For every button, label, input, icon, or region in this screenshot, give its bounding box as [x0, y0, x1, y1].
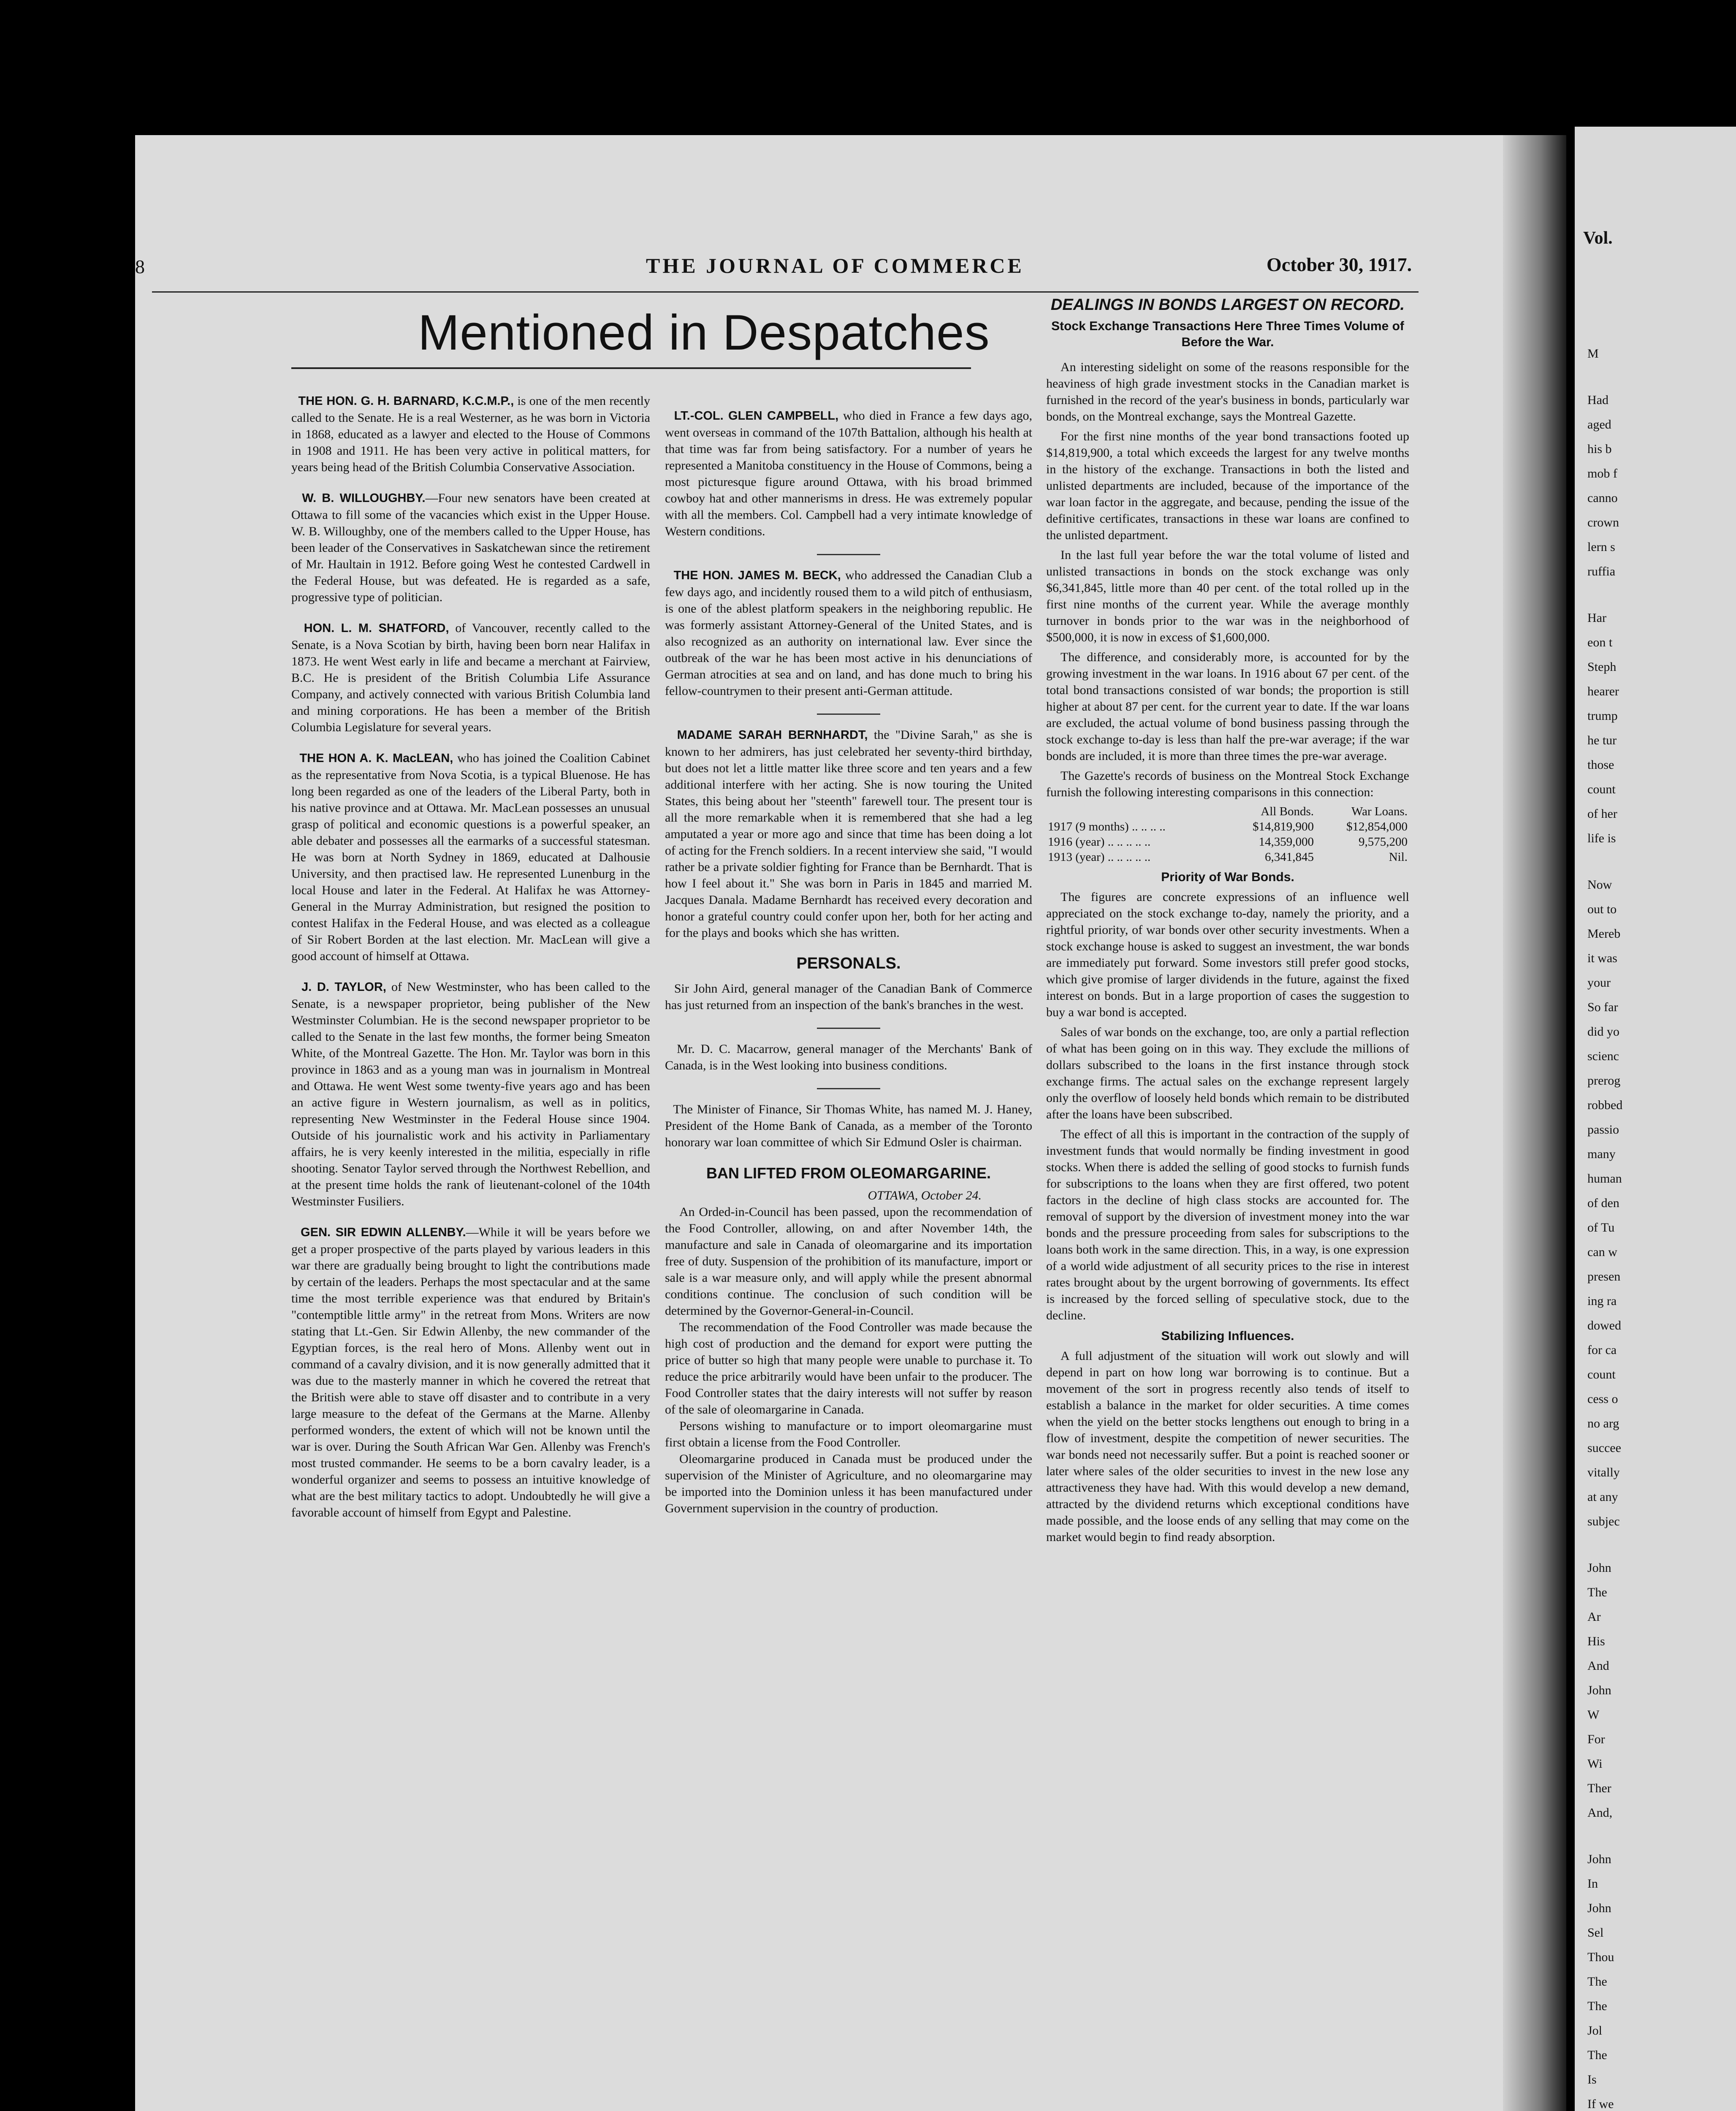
adjacent-page-text-fragment: Sel: [1587, 1926, 1604, 1940]
divider: [817, 1028, 880, 1029]
adjacent-page-text-fragment: M: [1587, 347, 1599, 361]
adjacent-page-text-fragment: ruffia: [1587, 564, 1616, 578]
bonds-paragraph: The Gazette's records of business on the Montreal Stock Exchange furnish the following interesting comparisons in this connection:: [1046, 769, 1409, 799]
adjacent-page-text-fragment: Mereb: [1587, 927, 1621, 941]
table-cell: 9,575,200: [1359, 835, 1408, 849]
article-maclean: [291, 750, 650, 964]
table-cell: 1917 (9 months) .. .. .. ..: [1048, 820, 1166, 833]
adjacent-page-text-fragment: of Tu: [1587, 1221, 1615, 1235]
adjacent-page-text-fragment: ing ra: [1587, 1294, 1617, 1308]
table-header: All Bonds.: [1261, 805, 1314, 818]
adjacent-page-text-fragment: If we: [1587, 2097, 1614, 2111]
article-shatford: [291, 620, 650, 735]
adjacent-page-text-fragment: lern s: [1587, 540, 1615, 554]
divider: [817, 1088, 880, 1089]
table-cell: 6,341,845: [1264, 850, 1314, 864]
adjacent-page-text-fragment: it was: [1587, 951, 1617, 965]
bonds-paragraph: The difference, and considerably more, is accounted for by the growing investment in the war loans. In 1916 about 67 per cent. of the total bond transactions consisted of war bonds; the proportion is still higher at about 87 per cent. for the current year to date. If the war loans are excluded, the actual volume of bond business passing through the stock exchange to-day is less than half the pre-war average; if the war bonds are included, it is more than three times the pre-war average.: [1046, 650, 1409, 763]
adjacent-page-text-fragment: subjec: [1587, 1514, 1620, 1528]
article-body: who died in France a few days ago, went overseas in command of the 107th Battalion, although his health at that time was far from being satisfactory. For a number of years he represented a Manitoba constituency in the House of Commons, being a most picturesque figure around Ottawa, with his broad brimmed cowboy hat and other mannerisms in dress. He was extremely popular with all the members. Col. Campbell had a very intimate knowledge of Western conditions.: [665, 409, 1032, 538]
oleomargarine-heading: BAN LIFTED FROM OLEOMARGARINE.: [706, 1164, 991, 1182]
article-campbell: [665, 407, 1032, 540]
personal-text: Mr. D. C. Macarrow, general manager of the Merchants' Bank of Canada, is in the West looking into business conditions.: [665, 1042, 1032, 1072]
adjacent-page-text-fragment: scienc: [1587, 1049, 1619, 1063]
section-masthead: Mentioned in Despatches: [418, 305, 990, 361]
table-cell: $14,819,900: [1252, 820, 1314, 833]
article-willoughby: [291, 490, 650, 605]
column-mentioned-in-despatches-1: [291, 393, 650, 1535]
bonds-paragraph: The effect of all this is important in the contraction of the supply of investment funds that would normally be finding investment in good stocks. When there is added the selling of good stocks to furnish funds for subscriptions to the loans when they are first offered, two potent factors in the decline of high class stocks are accounted for. The removal of support by the diversion of investment money into the war bonds and the pressure proceeding from sales for subscriptions to the loans both work in the same direction. This, in a way, is one expression of a world wide adjustment of all security prices to the rise in interest rates brought about by the urgent borrowing of governments. Its effect is increased by the forced selling of speculative stock, due to the decline.: [1046, 1127, 1409, 1322]
article-lead: LT.-COL. GLEN CAMPBELL,: [674, 409, 839, 423]
bonds-paragraph: In the last full year before the war the total volume of listed and unlisted transactions in bonds on the stock exchange was only $6,341,845, little more than 40 per cent. of the total rolled up in the first nine months of the current year. While the average monthly turnover in bonds prior to the war was in the neighborhood of $500,000, it is now in excess of $1,600,000.: [1046, 548, 1409, 644]
adjacent-page-text-fragment: prerog: [1587, 1074, 1621, 1088]
personal-item: [665, 1041, 1032, 1074]
bonds-paragraph: The figures are concrete expressions of an influence well appreciated on the stock exchange to-day, namely the priority, and a rightful priority, of war bonds over other security investments. When a stock exchange house is asked to suggest an investment, the war bonds are immediately put forward. Some investors still prefer good stocks, which give promise of larger dividends in the future, against the fixed interest on bonds. But in a large proportion of cases the suggestion to buy a war bond is accepted.: [1046, 890, 1409, 1019]
article-lead: THE HON. JAMES M. BECK,: [673, 569, 841, 582]
bonds-headline: DEALINGS IN BONDS LARGEST ON RECORD.: [1050, 296, 1405, 314]
adjacent-page-text-fragment: hearer: [1587, 684, 1619, 698]
adjacent-page-text-fragment: vitally: [1587, 1465, 1620, 1479]
table-cell: 1916 (year) .. .. .. .. ..: [1048, 835, 1151, 849]
article-body: the "Divine Sarah," as she is known to her admirers, has just celebrated her seventy-third birthday, but does not let a little matter like three score and ten years and a few additional interfere with her acting. She is now touring the United States, this being about her "steenth" farewell tour. The present tour is all the more remarkable when it is remembered that she had a leg amputated a year or more ago and since that time has been doing a lot of acting for the French soldiers. In a recent interview she said, "I would rather be a private soldier fighting for France than be Bernhardt. That is how I feel about it." She was born in Paris in 1845 and married M. Jacques Danala. Madame Bernhardt has received every decoration and honor a grateful country could confer upon her, both for her acting and for the plays and books which she has written.: [665, 728, 1033, 940]
adjacent-page-text-fragment: John: [1587, 1683, 1611, 1697]
adjacent-page-text-fragment: presen: [1587, 1270, 1621, 1283]
article-body: of New Westminster, who has been called to the Senate, is a newspaper proprietor, being publisher of the New Westminster Columbian. He is the second newspaper proprietor to be called to the Senate in the last few months, the former being Smeaton White, of the Montreal Gazette. The Hon. Mr. Taylor was born in this province in 1863 and as a young man was in journalism in Montreal and Ottawa. He went West some twenty-five years ago and has been an active figure in Western journalism, as well as in politics, representing New Westminster in the Federal House since 1904. Outside of his journalistic work and his activity in Parliamentary affairs, he is very keenly interested in the militia, especially in rifle shooting. Senator Taylor served through the Northwest Rebellion, and at the present time holds the rank of lieutenant-colonel of the 104th Westminster Fusiliers.: [291, 980, 651, 1208]
page-number: 8: [135, 256, 145, 277]
adjacent-page-text-fragment: dowed: [1587, 1319, 1621, 1332]
adjacent-page-text-fragment: many: [1587, 1147, 1616, 1161]
article-body: is one of the men recently called to the Senate. He is a real Westerner, as he was born in Victoria in 1868, educated as a lawyer and elected to the House of Commons in 1908 and 1911. He has been very active in political matters, for years being head of the British Columbia Conservative Association.: [291, 394, 650, 474]
article-body: who has joined the Coalition Cabinet as the representative from Nova Scotia, is a typical Bluenose. He has long been regarded as one of the leaders of the Liberal Party, both in his native province and at Ottawa. Mr. MacLean possesses an unusual grasp of political and economic questions is a powerful speaker, an able debater and possesses all the earmarks of a successful statesman. He was born at North Sydney in 1869, educated at Dalhousie University, and then practised law. He represented Lunenburg in the local House and later in the Federal. At Halifax he was Attorney-General in the Murray Administration, but resigned the position to contest Halifax in the Federal House, and was elected as a colleague of Sir Robert Borden at the last election. Mr. MacLean will give a good account of himself at Ottawa.: [291, 751, 650, 963]
adjacent-page-text-fragment: Jol: [1587, 2024, 1603, 2038]
adjacent-page-text-fragment: John: [1587, 1901, 1611, 1915]
subsection-heading-stabilizing: Stabilizing Influences.: [1161, 1329, 1294, 1343]
adjacent-page-text-fragment: out to: [1587, 902, 1617, 916]
adjacent-page-text-fragment: of den: [1587, 1196, 1619, 1210]
table-row: [1046, 834, 1409, 849]
column-mentioned-in-despatches-2: [665, 407, 1032, 1517]
masthead-rule: [291, 367, 971, 369]
column-bond-dealings: [1046, 296, 1409, 1549]
adjacent-page-text-fragment: The: [1587, 1585, 1607, 1599]
journal-title: THE JOURNAL OF COMMERCE: [646, 254, 1024, 277]
adjacent-page-text-fragment: canno: [1587, 491, 1618, 505]
article-lead: THE HON. G. H. BARNARD, K.C.M.P.,: [298, 394, 514, 408]
article-lead: J. D. TAYLOR,: [301, 980, 386, 994]
adjacent-page-text-fragment: mob f: [1587, 467, 1617, 480]
adjacent-page-text-fragment: robbed: [1587, 1098, 1623, 1112]
adjacent-page-text-fragment: Now: [1587, 878, 1612, 892]
adjacent-page-text-fragment: aged: [1587, 418, 1611, 431]
adjacent-page-text-fragment: life is: [1587, 831, 1616, 845]
adjacent-page-text-fragment: cess o: [1587, 1392, 1618, 1406]
page-gutter-shadow: [1503, 135, 1566, 2111]
adjacent-page-text-fragment: Steph: [1587, 660, 1617, 674]
adjacent-page-text-fragment: W: [1587, 1708, 1600, 1722]
adjacent-page-text-fragment: those: [1587, 758, 1614, 772]
adjacent-page-text-fragment: John: [1587, 1561, 1611, 1575]
adjacent-page-text-fragment: passio: [1587, 1123, 1619, 1137]
issue-date: October 30, 1917.: [1267, 254, 1412, 275]
article-body: —Four new senators have been created at Ottawa to fill some of the vacancies which exist in the Upper House. W. B. Willoughby, one of the members called to the Upper House, has been leader of the Conservatives in Saskatchewan since the retirement of Mr. Haultain in 1912. Before going West he contested Cardwell in the Federal House, but was defeated. He is regarded as a safe, progressive type of politician.: [291, 491, 650, 604]
adjacent-page-text-fragment: For: [1587, 1732, 1605, 1746]
personal-item: [665, 980, 1032, 1013]
adjacent-page-text-fragment: In: [1587, 1877, 1598, 1891]
oleomargarine-paragraph: Oleomargarine produced in Canada must be produced under the supervision of the Minister of Agriculture, and no oleomargarine may be imported into the Dominion unless it has been manufactured under Government supervision in the country of production.: [665, 1452, 1032, 1515]
adjacent-page-text-fragment: human: [1587, 1172, 1622, 1186]
article-body: who addressed the Canadian Club a few days ago, and incidently roused them to a wild pitch of enthusiasm, is one of the ablest platform speakers in the neighboring republic. He was formerly assistant Attorney-General of the United States, and is also recognized as an authority on international law. Ever since the outbreak of the war he has been most active in his denunciations of German atrocities at sea and on land, and has done much to bring his fellow-countrymen to their present anti-German attitude.: [665, 568, 1032, 698]
adjacent-page-vol-label: Vol.: [1583, 228, 1613, 248]
divider: [817, 714, 880, 715]
bonds-paragraph: Sales of war bonds on the exchange, too, are only a partial reflection of what has been going on in this way. They exclude the millions of dollars subscribed to the loans in the first instance through stock exchange firms. The actual sales on the exchange represent largely only the overflow of loosely held bonds which remain to be distributed after the loans have been subscribed.: [1046, 1025, 1409, 1121]
adjacent-page-text-fragment: And: [1587, 1659, 1609, 1673]
personal-item: [665, 1101, 1032, 1150]
article-allenby: [291, 1224, 650, 1521]
oleomargarine-dateline: OTTAWA, October 24.: [868, 1188, 982, 1202]
oleomargarine-paragraph: An Orded-in-Council has been passed, upon the recommendation of the Food Controller, allowing, on and after November 14th, the manufacture and sale in Canada of oleomargarine and its importation free of duty. Suspension of the prohibition of its manufacture, import or sale is a war measure only, and will apply while the present abnormal conditions continue. The conclusion of such condition will be determined by the Governor-General-in-Council.: [665, 1205, 1032, 1318]
adjacent-page-text-fragment: did yo: [1587, 1025, 1619, 1039]
adjacent-page-text-fragment: he tur: [1587, 733, 1617, 747]
adjacent-page-text-fragment: eon t: [1587, 635, 1613, 649]
adjacent-page-text-fragment: The: [1587, 1975, 1607, 1989]
adjacent-page-text-fragment: So far: [1587, 1000, 1618, 1014]
adjacent-page-text-fragment: His: [1587, 1634, 1605, 1648]
table-cell: 14,359,000: [1259, 835, 1314, 849]
bond-comparison-table: [1046, 804, 1409, 865]
adjacent-page-text-fragment: your: [1587, 976, 1611, 990]
table-cell: Nil.: [1389, 850, 1408, 864]
oleomargarine-paragraph: The recommendation of the Food Controller was made because the high cost of production and the demand for export were putting the price of butter so high that many people were unable to purchase it. To reduce the price arbitrarily would have been unfair to the producer. The Food Controller states that the dairy interests will not suffer by reason of the sale of oleomargarine in Canada.: [665, 1320, 1032, 1416]
article-barnard: [291, 393, 650, 475]
article-beck: [665, 567, 1032, 699]
divider: [817, 554, 880, 555]
adjacent-page-text-fragment: count: [1587, 782, 1616, 796]
adjacent-page-text-fragment: of her: [1587, 807, 1617, 821]
adjacent-page-text-fragment: can w: [1587, 1245, 1617, 1259]
article-lead: W. B. WILLOUGHBY.: [302, 491, 426, 505]
table-cell: $12,854,000: [1346, 820, 1408, 833]
adjacent-page-text-fragment: Ar: [1587, 1610, 1601, 1624]
personal-text: Sir John Aird, general manager of the Canadian Bank of Commerce has just returned from an inspection of the bank's branches in the west.: [665, 982, 1032, 1012]
adjacent-page-text-fragment: Wi: [1587, 1757, 1603, 1771]
oleomargarine-paragraph: Persons wishing to manufacture or to import oleomargarine must first obtain a license from the Food Controller.: [665, 1419, 1032, 1449]
bonds-subheadline: Stock Exchange Transactions Here Three Times Volume of Before the War.: [1051, 319, 1404, 349]
adjacent-page-text-fragment: The: [1587, 2048, 1607, 2062]
article-lead: HON. L. M. SHATFORD,: [304, 621, 449, 635]
article-lead: GEN. SIR EDWIN ALLENBY.: [301, 1226, 466, 1239]
adjacent-page-text-fragment: John: [1587, 1852, 1611, 1866]
adjacent-page-text-fragment: his b: [1587, 442, 1612, 456]
adjacent-page-text-fragment: And,: [1587, 1806, 1613, 1820]
personal-text: The Minister of Finance, Sir Thomas White, has named M. J. Haney, President of the Home Bank of Canada, as a member of the Toronto honorary war loan committee of which Sir Edmund Osler is chairman.: [665, 1102, 1032, 1149]
table-row: [1046, 819, 1409, 834]
article-body: —While it will be years before we get a proper prospective of the parts played by various leaders in this war there are gradually being brought to light the contributions made by certain of the leaders. Perhaps the most spectacular and at the same time the most terrible experience was that endured by Britain's "contemptible little army" in the retreat from Mons. Writers are now stating that Lt.-Gen. Sir Edwin Allenby, the new commander of the Egyptian forces, is the real hero of Mons. Allenby went out in command of a cavalry division, and it is now generally admitted that it was due to the masterly manner in which he covered the retreat that the British were able to stave off disaster and to contribute in a very large measure to the defeat of the Germans at the Marne. Allenby performed wonders, the extent of which will not be known until the war is over. During the South African War Gen. Allenby was French's most trusted commander. He seems to be a born cavalry leader, is a wonderful organizer and seems to possess an intuitive knowledge of what are the best military tactics to adopt. Undoubtedly he will give a favorable account of himself from Egypt and Palestine.: [291, 1225, 651, 1519]
bonds-paragraph: For the first nine months of the year bond transactions footed up $14,819,900, a total which exceeds the largest for any twelve months in the history of the exchange. Transactions in both the listed and unlisted departments are included, because of the importance of the war loan factor in the aggregate, and because, pending the issue of the definitive certificates, transactions in these war loans are confined to the unlisted department.: [1046, 429, 1409, 542]
adjacent-page-text-fragment: Ther: [1587, 1781, 1611, 1795]
adjacent-page-text-fragment: at any: [1587, 1490, 1618, 1504]
adjacent-page-text-fragment: succee: [1587, 1441, 1621, 1455]
adjacent-page-text-fragment: Har: [1587, 611, 1606, 625]
article-bernhardt: [665, 727, 1032, 941]
subsection-heading-priority: Priority of War Bonds.: [1161, 870, 1294, 884]
adjacent-page-text-fragment: trump: [1587, 709, 1618, 723]
personals-heading: PERSONALS.: [796, 955, 901, 972]
adjacent-page-fragment: [1575, 127, 1736, 2111]
adjacent-page-text-fragment: Thou: [1587, 1950, 1614, 1964]
article-body: of Vancouver, recently called to the Senate, is a Nova Scotian by birth, having been born near Halifax in 1873. He went West early in life and became a merchant at Fairview, B.C. He is president of the British Columbia Life Assurance Company, and actively connected with various British Columbia land and mining corporations. He has been a member of the British Columbia Legislature for several years.: [291, 621, 650, 734]
adjacent-page-text-fragment: Had: [1587, 393, 1609, 407]
article-taylor: [291, 979, 650, 1210]
table-header-row: [1046, 804, 1409, 819]
table-cell: 1913 (year) .. .. .. .. ..: [1048, 850, 1151, 864]
table-row: [1046, 849, 1409, 865]
adjacent-page-text-fragment: count: [1587, 1368, 1616, 1381]
adjacent-page-text-fragment: The: [1587, 1999, 1607, 2013]
adjacent-page-text-fragment: Is: [1587, 2073, 1597, 2087]
adjacent-page-text-fragment: no arg: [1587, 1416, 1619, 1430]
article-lead: MADAME SARAH BERNHARDT,: [677, 728, 868, 742]
table-header: War Loans.: [1351, 805, 1408, 818]
adjacent-page-text-fragment: for ca: [1587, 1343, 1617, 1357]
article-lead: THE HON A. K. MacLEAN,: [299, 752, 453, 765]
bonds-paragraph: A full adjustment of the situation will work out slowly and will depend in part on how long war borrowing is to continue. But a movement of the sort in progress recently also tends of itself to establish a balance in the market for older securities. A time comes when the yield on the better stocks lengthens out enough to bring in a flow of investment, despite the competition of newer securities. The war bonds need not necessarily suffer. But a point is reached sooner or later where sales of the older securities to invest in the new lose any attractiveness they have had. With this would develop a new demand, attracted by the dividend returns which exceptional conditions have made possible, and the loose ends of any selling that may come on the market would begin to find ready absorption.: [1046, 1349, 1409, 1544]
bonds-paragraph: An interesting sidelight on some of the reasons responsible for the heaviness of high grade investment stocks in the Canadian market is furnished in the record of the year's business in bonds, particularly war bonds, on the Montreal exchange, says the Montreal Gazette.: [1046, 360, 1409, 423]
adjacent-page-text-fragment: crown: [1587, 516, 1619, 529]
